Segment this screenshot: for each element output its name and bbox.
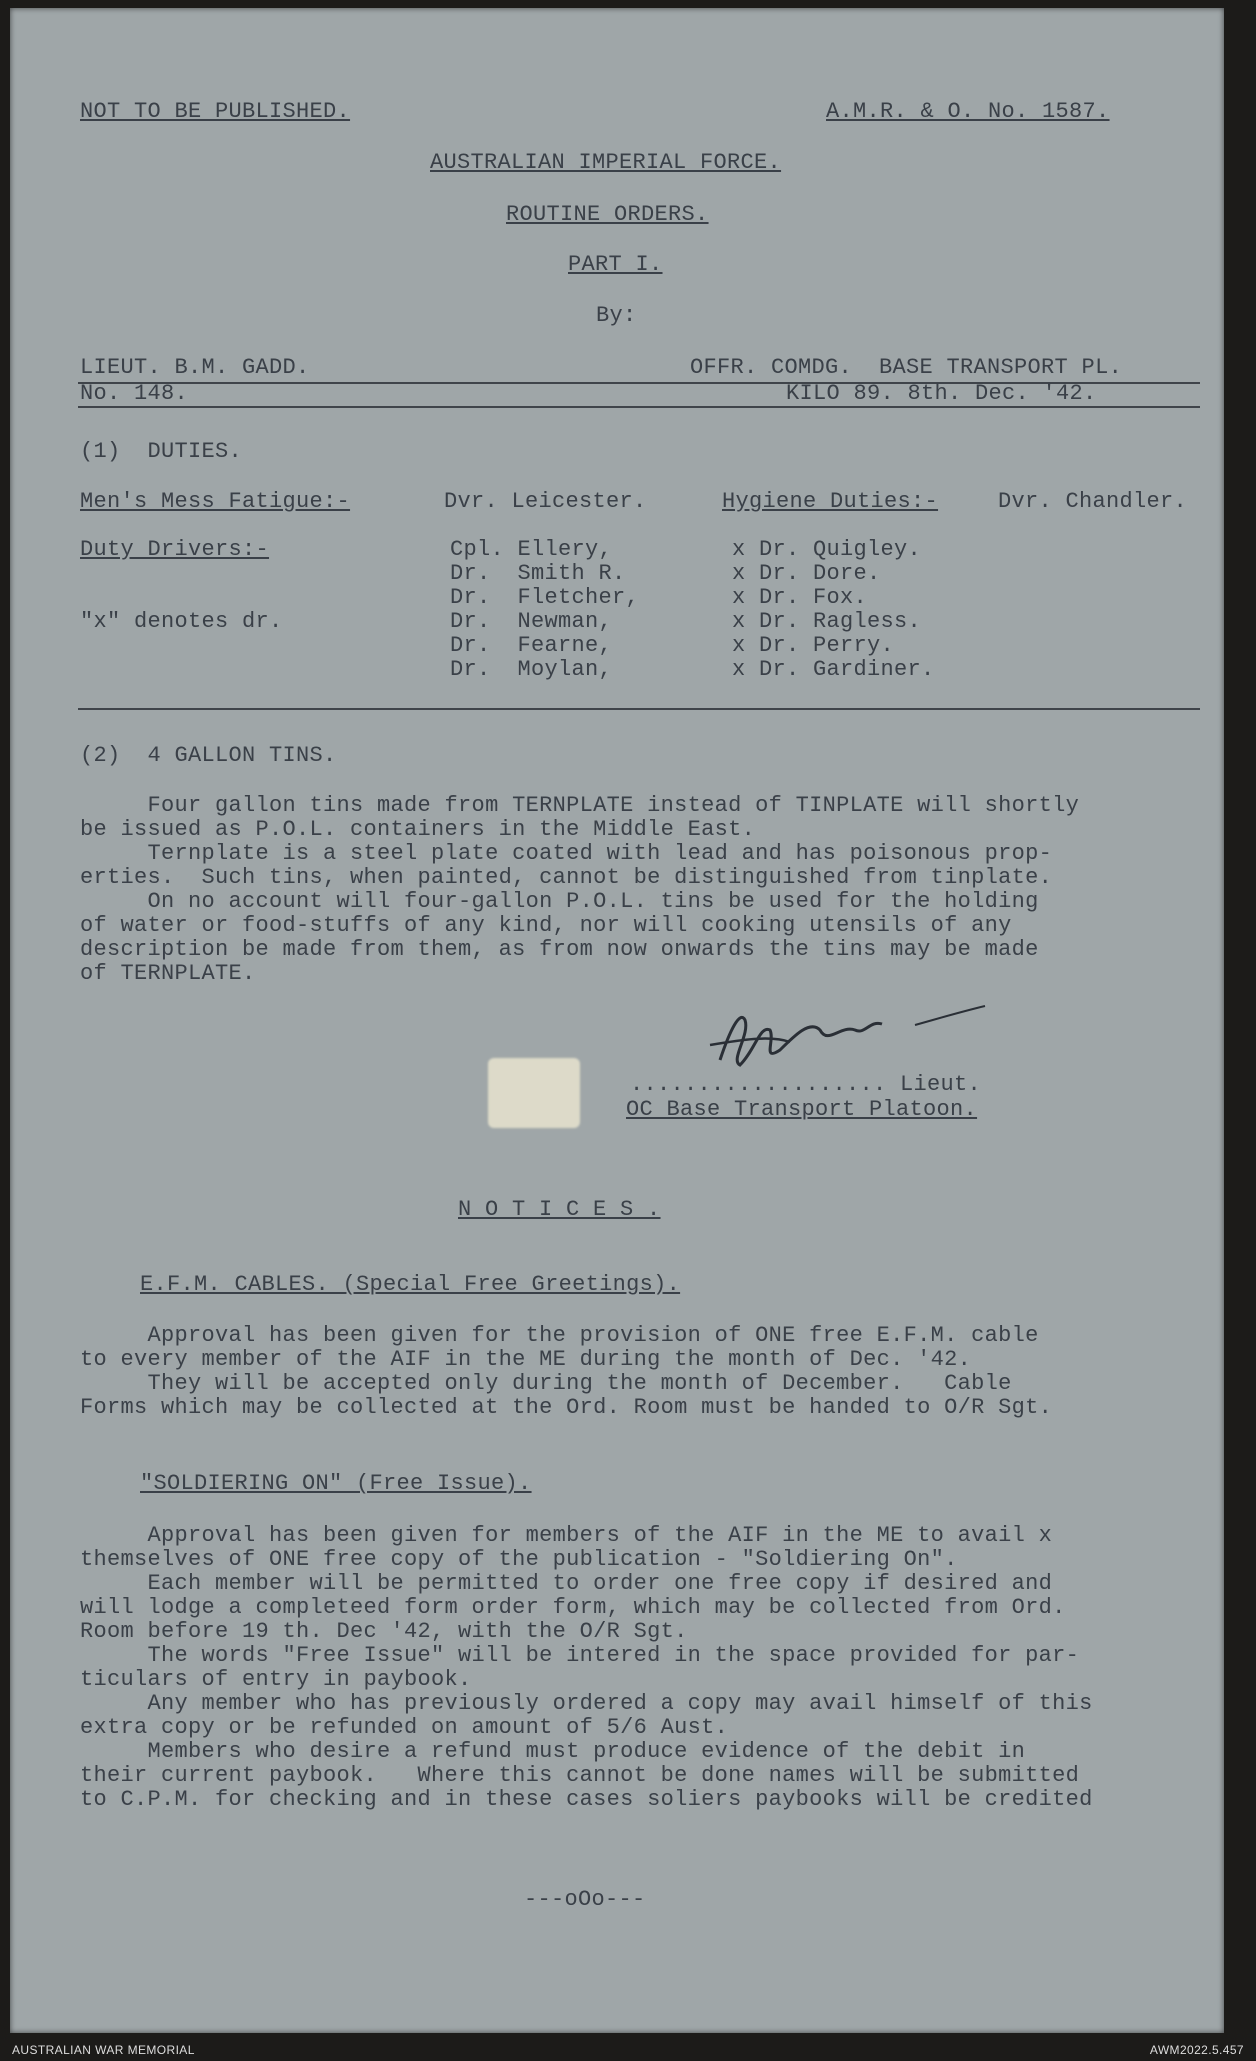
tins-paragraph-line: be issued as P.O.L. containers in the Middle East. — [80, 817, 756, 842]
routine-order-number: No. 148. — [80, 381, 189, 406]
tape-residue — [488, 1058, 580, 1128]
end-marker: ---oOo--- — [524, 1887, 646, 1912]
driver-name: Dr. Fletcher, — [450, 585, 640, 610]
driver-name: x Dr. Ragless. — [732, 609, 922, 634]
notices-heading: N O T I C E S . — [458, 1197, 661, 1222]
efm-paragraph-line: Approval has been given for the provision of ONE free E.F.M. cable — [80, 1323, 1039, 1348]
driver-name: Cpl. Ellery, — [450, 537, 613, 562]
soldiering-paragraph-line: ticulars of entry in paybook. — [80, 1667, 472, 1692]
efm-paragraph-line: They will be accepted only during the month of December. Cable — [80, 1371, 1012, 1396]
driver-name: Dr. Moylan, — [450, 657, 613, 682]
tins-paragraph-line: erties. Such tins, when painted, cannot be distinguished from tinplate. — [80, 865, 1053, 890]
driver-name: Dr. Smith R. — [450, 561, 626, 586]
efm-paragraph-line: Forms which may be collected at the Ord. Room must be handed to O/R Sgt. — [80, 1395, 1053, 1420]
duty-drivers-label: Duty Drivers:- — [80, 537, 270, 562]
soldiering-paragraph-line: their current paybook. Where this cannot be done names will be submitted — [80, 1763, 1080, 1788]
driver-name: x Dr. Dore. — [732, 561, 881, 586]
mess-fatigue-label: Men's Mess Fatigue:- — [80, 489, 351, 514]
soldiering-paragraph-line: themselves of ONE free copy of the publication - "Soldiering On". — [80, 1547, 958, 1572]
order-number: A.M.R. & O. No. 1587. — [826, 99, 1110, 124]
document-page — [10, 8, 1224, 2033]
efm-heading: E.F.M. CABLES. (Special Free Greetings). — [140, 1272, 681, 1297]
place-date: KILO 89. 8th. Dec. '42. — [786, 381, 1097, 406]
mess-fatigue-value: Dvr. Leicester. — [444, 489, 647, 514]
soldiering-paragraph-line: Room before 19 th. Dec '42, with the O/R Sgt. — [80, 1619, 688, 1644]
soldiering-paragraph-line: to C.P.M. for checking and in these cases soliers paybooks will be credited — [80, 1787, 1093, 1812]
soldiering-paragraph-line: Approval has been given for members of the AIF in the ME to avail x — [80, 1523, 1053, 1548]
publication-restriction: NOT TO BE PUBLISHED. — [80, 99, 351, 124]
driver-name: x Dr. Gardiner. — [732, 657, 935, 682]
hygiene-value: Dvr. Chandler. — [998, 489, 1188, 514]
soldiering-paragraph-line: Members who desire a refund must produce evidence of the debit in — [80, 1739, 1026, 1764]
soldiering-paragraph-line: Each member will be permitted to order one free copy if desired and — [80, 1571, 1053, 1596]
signature-line: ................... Lieut. — [630, 1072, 982, 1097]
denotes-label: "x" denotes dr. — [80, 609, 283, 634]
soldiering-paragraph-line: Any member who has previously ordered a copy may avail himself of this — [80, 1691, 1093, 1716]
tins-paragraph-line: description be made from them, as from now onwards the tins may be made — [80, 937, 1039, 962]
officer-role: OFFR. COMDG. BASE TRANSPORT PL. — [690, 355, 1123, 380]
divider — [78, 708, 1200, 710]
hygiene-label: Hygiene Duties:- — [722, 489, 939, 514]
tins-paragraph-line: On no account will four-gallon P.O.L. tins be used for the holding — [80, 889, 1039, 914]
soldiering-paragraph-line: will lodge a completeed form order form, which may be collected from Ord. — [80, 1595, 1066, 1620]
divider — [78, 406, 1200, 408]
part-title: PART I. — [568, 252, 663, 277]
tins-heading: (2) 4 GALLON TINS. — [80, 743, 337, 768]
signatory-title: OC Base Transport Platoon. — [626, 1097, 978, 1122]
soldiering-paragraph-line: extra copy or be refunded on amount of 5/6 Aust. — [80, 1715, 729, 1740]
duties-heading: (1) DUTIES. — [80, 439, 243, 464]
force-title: AUSTRALIAN IMPERIAL FORCE. — [430, 150, 782, 175]
officer-name: LIEUT. B.M. GADD. — [80, 355, 310, 380]
archive-credit: AUSTRALIAN WAR MEMORIAL — [12, 2043, 195, 2057]
soldiering-on-heading: "SOLDIERING ON" (Free Issue). — [140, 1471, 532, 1496]
tins-paragraph-line: of water or food-stuffs of any kind, nor will cooking utensils of any — [80, 913, 1012, 938]
driver-name: Dr. Fearne, — [450, 633, 613, 658]
tins-paragraph-line: of TERNPLATE. — [80, 961, 256, 986]
driver-name: Dr. Newman, — [450, 609, 613, 634]
efm-paragraph-line: to every member of the AIF in the ME during the month of Dec. '42. — [80, 1347, 972, 1372]
driver-name: x Dr. Perry. — [732, 633, 895, 658]
driver-name: x Dr. Quigley. — [732, 537, 922, 562]
archive-reference: AWM2022.5.457 — [1149, 2043, 1244, 2057]
tins-paragraph-line: Four gallon tins made from TERNPLATE instead of TINPLATE will shortly — [80, 793, 1080, 818]
handwritten-signature — [700, 990, 1030, 1080]
by-label: By: — [596, 303, 637, 328]
soldiering-paragraph-line: The words "Free Issue" will be intered in the space provided for par- — [80, 1643, 1080, 1668]
orders-title: ROUTINE ORDERS. — [506, 202, 709, 227]
tins-paragraph-line: Ternplate is a steel plate coated with lead and has poisonous prop- — [80, 841, 1053, 866]
driver-name: x Dr. Fox. — [732, 585, 868, 610]
